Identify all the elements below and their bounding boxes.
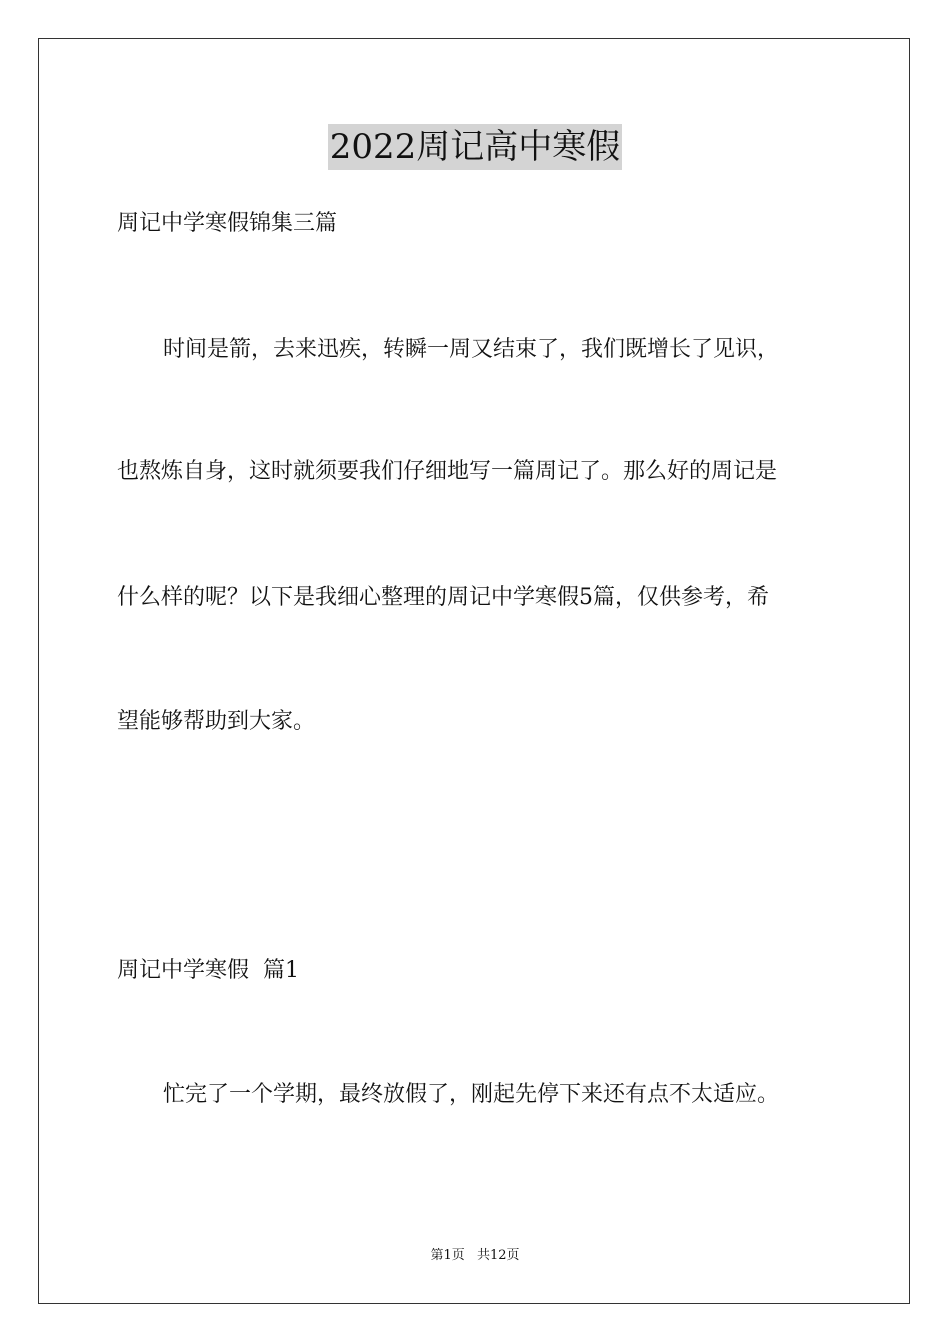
section-heading: 周记中学寒假 篇1 — [117, 958, 299, 983]
page-number: 第1页 — [430, 1248, 465, 1263]
title-container — [0, 124, 950, 170]
intro-line-2: 也熬炼自身，这时就须要我们仔细地写一篇周记了。那么好的周记是 — [117, 459, 778, 484]
intro-line-4: 望能够帮助到大家。 — [117, 709, 316, 734]
intro-line-1: 时间是箭，去来迅疾，转瞬一周又结束了，我们既增长了见识， — [163, 337, 780, 362]
document-subtitle: 周记中学寒假锦集三篇 — [117, 211, 338, 236]
intro-line-3: 什么样的呢？以下是我细心整理的周记中学寒假5篇，仅供参考，希 — [117, 585, 769, 610]
section-line-1: 忙完了一个学期，最终放假了，刚起先停下来还有点不太适应。 — [163, 1082, 780, 1107]
page-footer — [0, 1247, 950, 1265]
page-total: 共12页 — [476, 1248, 520, 1263]
document-title: 2022周记高中寒假 — [328, 124, 623, 170]
